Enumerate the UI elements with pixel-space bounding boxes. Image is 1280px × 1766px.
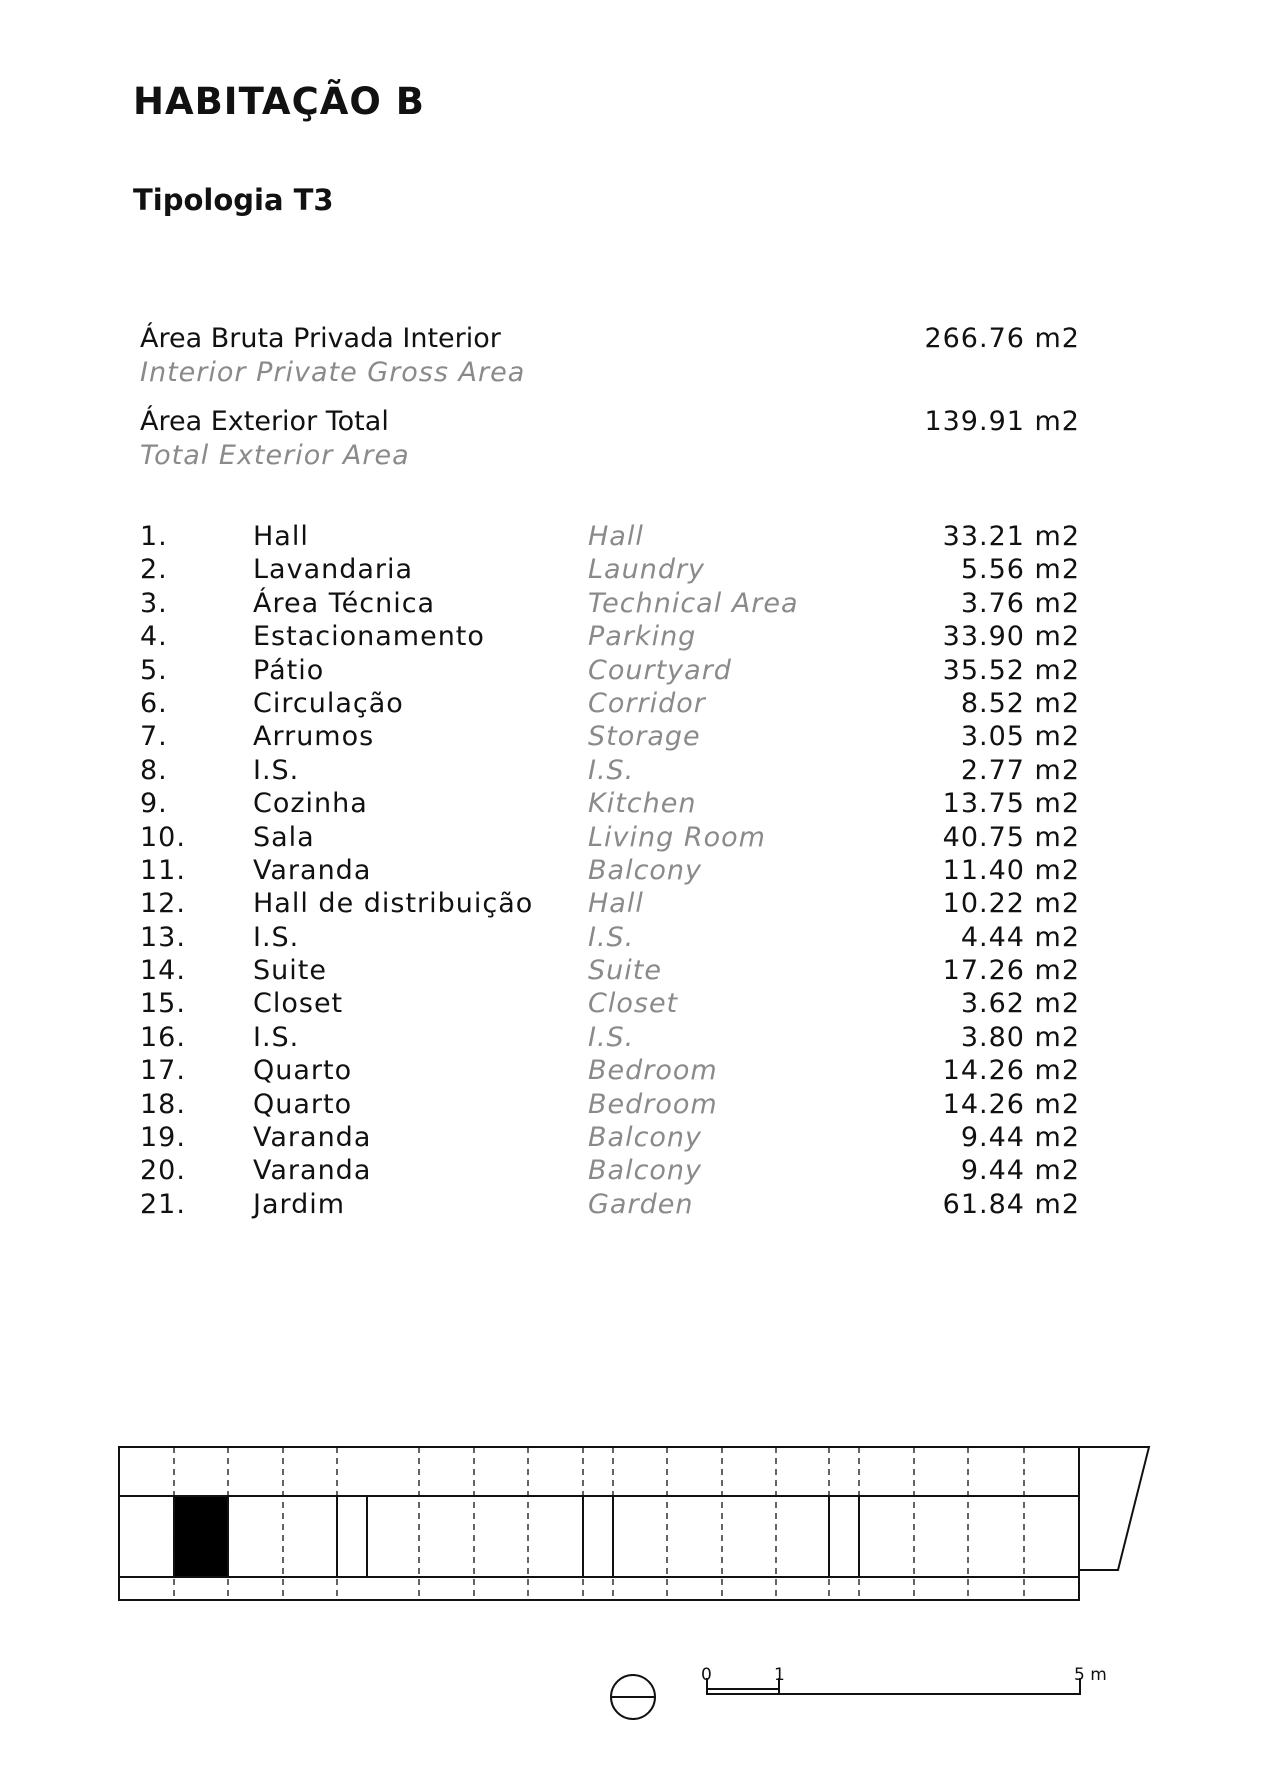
room-name-pt: Cozinha (253, 788, 368, 820)
area-value: 139.91 m2 (924, 406, 1080, 437)
room-area: 2.77 m2 (960, 754, 1080, 786)
room-name-en: Kitchen (588, 788, 697, 820)
section-filled-block (174, 1496, 228, 1577)
scale-tick-1: 1 (774, 1665, 785, 1685)
room-name-en: I.S. (588, 1021, 635, 1053)
room-name-en: Balcony (588, 1122, 703, 1154)
room-area: 13.75 m2 (942, 788, 1080, 820)
room-name-en: Balcony (588, 1155, 703, 1187)
north-arrow-icon (611, 689, 1280, 1719)
room-number: 6. (140, 687, 168, 719)
room-area: 11.40 m2 (942, 854, 1080, 886)
room-area: 3.62 m2 (960, 988, 1080, 1020)
scale-tick-0: 0 (701, 1665, 712, 1685)
room-area: 17.26 m2 (942, 955, 1080, 987)
room-area: 40.75 m2 (942, 821, 1080, 853)
room-name-pt: Sala (253, 821, 315, 853)
room-number: 1. (140, 521, 168, 552)
room-number: 14. (140, 955, 186, 987)
room-name-pt: Lavandaria (253, 554, 414, 586)
room-name-pt: Quarto (253, 1088, 353, 1120)
room-name-en: Parking (588, 621, 697, 653)
room-name-en: Bedroom (588, 1088, 718, 1120)
room-area: 33.90 m2 (942, 621, 1080, 653)
room-name-en: Technical Area (588, 587, 799, 619)
room-number: 12. (140, 888, 186, 920)
room-number: 17. (140, 1055, 186, 1087)
room-area: 14.26 m2 (942, 1088, 1080, 1120)
room-number: 10. (140, 821, 186, 853)
room-name-en: Balcony (588, 854, 703, 886)
room-name-en: Hall (588, 521, 644, 552)
room-number: 7. (140, 721, 168, 753)
room-name-en: I.S. (588, 921, 635, 953)
room-name-pt: Closet (253, 988, 344, 1020)
room-number: 2. (140, 554, 168, 586)
room-name-pt: Arrumos (253, 721, 375, 753)
room-area: 9.44 m2 (960, 1122, 1080, 1154)
room-area: 10.22 m2 (942, 888, 1080, 920)
room-name-pt: Hall (253, 521, 309, 552)
scale-bar-line (707, 1678, 1080, 1694)
room-name-pt: Hall de distribuição (253, 888, 534, 920)
room-name-en: Hall (588, 888, 644, 920)
room-name-pt: I.S. (253, 1021, 300, 1053)
room-name-pt: I.S. (253, 754, 300, 786)
room-area: 35.52 m2 (942, 654, 1080, 686)
room-name-pt: Quarto (253, 1055, 353, 1087)
section-room-3 (613, 1496, 829, 1577)
scale-tick-end: 5 m (1074, 1665, 1107, 1685)
room-number: 5. (140, 654, 168, 686)
room-name-en: Suite (588, 955, 662, 987)
room-number: 9. (140, 788, 168, 820)
room-name-en: Courtyard (588, 654, 732, 686)
room-name-pt: I.S. (253, 921, 300, 953)
room-area: 3.80 m2 (960, 1021, 1080, 1053)
section-room-4 (859, 1496, 1079, 1577)
room-name-en: Living Room (588, 821, 766, 853)
room-name-en: Corridor (588, 687, 706, 719)
room-area: 8.52 m2 (960, 687, 1080, 719)
room-number: 21. (140, 1188, 186, 1220)
room-area: 3.76 m2 (960, 587, 1080, 619)
room-name-pt: Suite (253, 955, 327, 987)
room-name-en: Garden (588, 1188, 694, 1220)
room-area: 5.56 m2 (960, 554, 1080, 586)
room-name-pt: Área Técnica (253, 587, 436, 619)
area-label-pt: Área Exterior Total (140, 406, 389, 437)
room-name-en: Closet (588, 988, 679, 1020)
room-number: 13. (140, 921, 186, 953)
building-section-diagram (119, 1447, 1149, 1600)
room-number: 18. (140, 1088, 186, 1120)
room-number: 4. (140, 621, 168, 653)
room-number: 16. (140, 1021, 186, 1053)
room-number: 8. (140, 754, 168, 786)
room-name-en: Storage (588, 721, 701, 753)
room-name-en: Bedroom (588, 1055, 718, 1087)
room-name-en: Laundry (588, 554, 706, 586)
room-area: 33.21 m2 (942, 521, 1080, 552)
room-number: 20. (140, 1155, 186, 1187)
room-name-pt: Varanda (253, 854, 372, 886)
area-label-en: Interior Private Gross Area (140, 357, 526, 388)
room-area: 4.44 m2 (960, 921, 1080, 953)
room-area: 14.26 m2 (942, 1055, 1080, 1087)
room-area: 9.44 m2 (960, 1155, 1080, 1187)
room-name-pt: Pátio (253, 654, 325, 686)
scale-bar (701, 1665, 1107, 1694)
room-number: 11. (140, 854, 186, 886)
room-name-en: I.S. (588, 754, 635, 786)
section-room-2 (367, 1496, 583, 1577)
area-value: 266.76 m2 (924, 323, 1080, 354)
room-area: 3.05 m2 (960, 721, 1080, 753)
room-number: 15. (140, 988, 186, 1020)
room-name-pt: Jardim (253, 1188, 346, 1220)
page-title: HABITAÇÃO B (133, 80, 425, 123)
room-name-pt: Varanda (253, 1155, 372, 1187)
room-name-pt: Circulação (253, 687, 404, 719)
area-label-en: Total Exterior Area (140, 440, 410, 471)
area-label-pt: Área Bruta Privada Interior (140, 323, 501, 354)
section-slope-end (1079, 1447, 1149, 1570)
typology-subtitle: Tipologia T3 (133, 183, 334, 217)
room-name-pt: Varanda (253, 1122, 372, 1154)
room-number: 19. (140, 1122, 186, 1154)
room-name-pt: Estacionamento (253, 621, 485, 653)
room-number: 3. (140, 587, 168, 619)
room-area: 61.84 m2 (942, 1188, 1080, 1220)
